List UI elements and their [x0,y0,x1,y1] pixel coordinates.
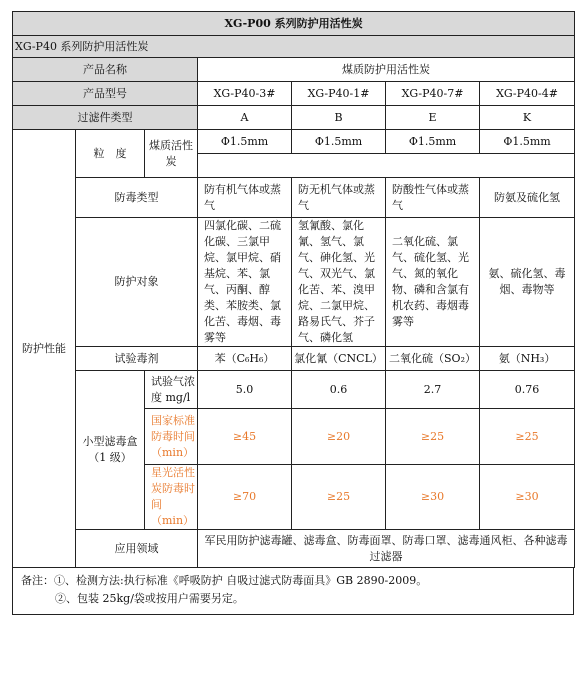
poison-type-cell: 防酸性气体或蒸气 [386,178,480,218]
target-cell: 氨、硫化氢、毒烟、毒物等 [480,218,575,347]
xingguang-time-cell: ≥70 [198,465,292,530]
xingguang-time-cell: ≥25 [292,465,386,530]
type-cell: K [480,106,575,130]
concentration-cell: 0.76 [480,371,575,409]
agent-cell: 二氧化硫（SO₂） [386,347,480,371]
product-name-value: 煤质防护用活性炭 [198,58,575,82]
national-time-cell: ≥45 [198,409,292,465]
small-canister-text: 小型滤毒盒 [82,435,138,448]
agent-cell: 氨（NH₃） [480,347,575,371]
label-protection-target: 防护对象 [76,218,198,347]
concentration-cell: 5.0 [198,371,292,409]
label-canister-type: 过滤件类型 [13,106,198,130]
granularity-cell: Φ1.5mm [386,130,480,154]
table-subtitle: XG-P40 系列防护用活性炭 [13,36,575,58]
notes [12,568,574,615]
poison-type-cell: 防无机气体或蒸气 [292,178,386,218]
concentration-cell: 2.7 [386,371,480,409]
label-xingguang-time: 星光活性炭防毒时间（min） [145,465,198,530]
label-application: 应用领域 [76,530,198,568]
agent-cell: 苯（C₆H₆） [198,347,292,371]
type-cell: A [198,106,292,130]
label-test-agent: 试验毒剂 [76,347,198,371]
application-value: 军民用防护滤毒罐、滤毒盒、防毒面罩、防毒口罩、滤毒通风柜、各种滤毒过滤器 [198,530,575,568]
label-small-canister [76,371,145,530]
label-product-name: 产品名称 [13,58,198,82]
model-cell: XG-P40-1# [292,82,386,106]
label-protection-performance: 防护性能 [13,130,76,568]
type-cell: E [386,106,480,130]
note-1: 备注：①、检测方法:执行标准《呼吸防护 自吸过滤式防毒面具》GB 2890-2009。 [21,574,428,587]
target-cell: 氢氰酸、氯化氰、氢气、氯气、砷化氢、光气、双光气、氯化苦、苯、溴甲烷、二氯甲烷、路易氏气、芥子气、磷化氢 [292,218,386,347]
national-time-cell: ≥25 [480,409,575,465]
granularity-cell: Φ1.5mm [198,130,292,154]
national-time-cell: ≥20 [292,409,386,465]
granularity-cell: Φ1.5mm [480,130,575,154]
spec-sheet [12,11,575,615]
small-canister-level: （1 级） [88,451,132,464]
model-cell: XG-P40-4# [480,82,575,106]
concentration-cell: 0.6 [292,371,386,409]
note-2: ②、包装 25kg/袋或按用户需要另定。 [55,592,244,605]
xingguang-time-cell: ≥30 [480,465,575,530]
poison-type-cell: 防氨及硫化氢 [480,178,575,218]
spec-table [12,11,575,568]
label-granularity: 粒 度 [76,130,145,178]
agent-cell: 氯化氰（CNCL） [292,347,386,371]
type-cell: B [292,106,386,130]
xingguang-time-cell: ≥30 [386,465,480,530]
label-national-time: 国家标准防毒时间（min） [145,409,198,465]
label-coal-carbon: 煤质活性炭 [145,130,198,178]
granularity-cell: Φ1.5mm [292,130,386,154]
table-title: XG-P00 系列防护用活性炭 [13,12,575,36]
poison-type-cell: 防有机气体或蒸气 [198,178,292,218]
target-cell: 四氯化碳、二硫化碳、三氯甲烷、氯甲烷、硝基烷、苯、氯气、丙酮、醇类、苯胺类、氯化苦、毒烟、毒雾等 [198,218,292,347]
label-poison-type: 防毒类型 [76,178,198,218]
target-cell: 二氧化硫、氯气、硫化氢、光气、氮的氧化物、磷和含氯有机农药、毒烟毒雾等 [386,218,480,347]
national-time-cell: ≥25 [386,409,480,465]
label-product-model: 产品型号 [13,82,198,106]
label-test-concentration: 试验气浓度 mg/l [145,371,198,409]
granularity-blank-row [198,154,575,178]
model-cell: XG-P40-7# [386,82,480,106]
model-cell: XG-P40-3# [198,82,292,106]
